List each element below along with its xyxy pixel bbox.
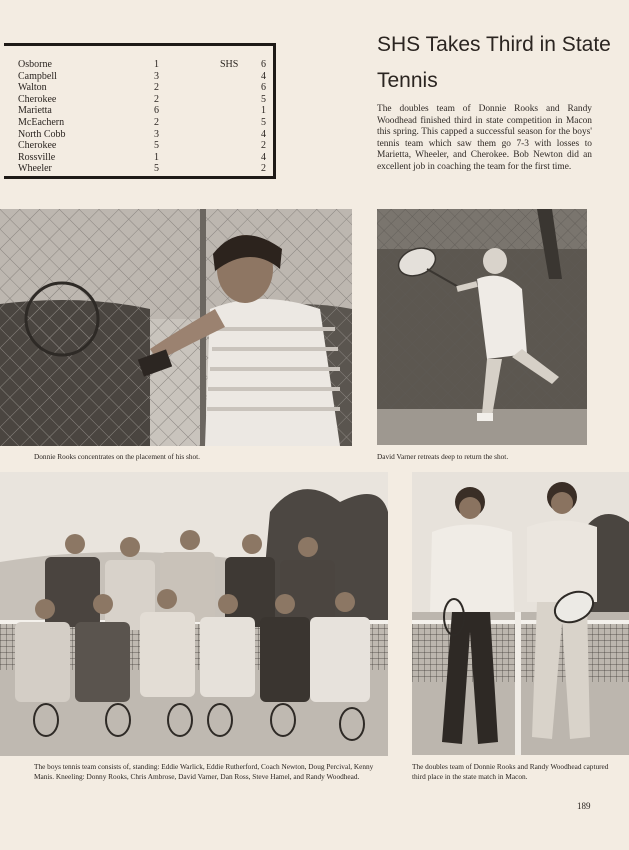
score-row: [18, 152, 273, 164]
shs-score: 2: [261, 163, 266, 175]
shs-score: 1: [261, 105, 266, 117]
opponent-name: Cherokee: [18, 93, 57, 105]
opponent-score: 2: [154, 117, 159, 128]
opponent-score: 5: [154, 163, 159, 175]
opponent-name: Campbell: [18, 70, 57, 82]
shs-score: 6: [261, 59, 266, 70]
score-row: [18, 71, 273, 83]
opponent-name: Wheeler: [18, 163, 52, 175]
photo-tennis-team: [0, 472, 388, 756]
shs-score: 6: [261, 82, 266, 94]
caption-varner: David Varner retreats deep to return the shot.: [377, 452, 509, 461]
opponent-name: Cherokee: [18, 140, 57, 152]
opponent-name: Osborne: [18, 59, 52, 70]
opponent-name: Marietta: [18, 105, 52, 117]
opponent-score: 3: [154, 128, 159, 140]
shs-score: 4: [261, 128, 266, 140]
opponent-name: North Cobb: [18, 128, 66, 140]
photo-donnie-rooks: [0, 209, 352, 446]
opponent-score: 1: [154, 59, 159, 70]
caption-team: The boys tennis team consists of, standing: Eddie Warlick, Eddie Rutherford, Coach Newton, Doug Percival, Kenny Manis. Kneeling: Donny Rooks, Chris Ambrose, David Varner, Dan Ross, Steve Hamel, and Randy Woodhead.: [34, 762, 374, 781]
score-row: [18, 117, 273, 129]
photo-doubles-team: [412, 472, 629, 755]
opponent-score: 3: [154, 70, 159, 82]
opponent-name: McEachern: [18, 117, 65, 128]
shs-score: 4: [261, 70, 266, 82]
score-row: [18, 59, 273, 71]
score-row: [18, 94, 273, 106]
team-label: SHS: [220, 59, 239, 70]
caption-rooks: Donnie Rooks concentrates on the placement of his shot.: [34, 452, 200, 461]
photo-david-varner: [377, 209, 587, 445]
page-number: 189: [577, 801, 591, 811]
opponent-score: 2: [154, 82, 159, 94]
opponent-score: 6: [154, 105, 159, 117]
score-row: [18, 163, 273, 175]
score-row: [18, 140, 273, 152]
shs-score: 4: [261, 151, 266, 163]
caption-doubles: The doubles team of Donnie Rooks and Randy Woodhead captured third place in the state match in Macon.: [412, 762, 609, 781]
opponent-score: 5: [154, 140, 159, 152]
opponent-score: 1: [154, 151, 159, 163]
shs-score: 5: [261, 93, 266, 105]
shs-score: 5: [261, 117, 266, 128]
shs-score: 2: [261, 140, 266, 152]
story-text: The doubles team of Donnie Rooks and Randy Woodhead finished third in state competition in Macon this spring. This capped a successful season for the boys' tennis team which saw them go 7-3 with losses to Marietta, Wheeler, and Cherokee. Bob Newton did an excellent job in coaching the team for the first time.: [377, 104, 592, 172]
opponent-score: 2: [154, 93, 159, 105]
headline: SHS Takes Third in State Tennis: [377, 33, 611, 92]
score-row: [18, 82, 273, 94]
score-row: [18, 129, 273, 141]
score-row: [18, 105, 273, 117]
opponent-name: Walton: [18, 82, 47, 94]
opponent-name: Rossville: [18, 151, 56, 163]
